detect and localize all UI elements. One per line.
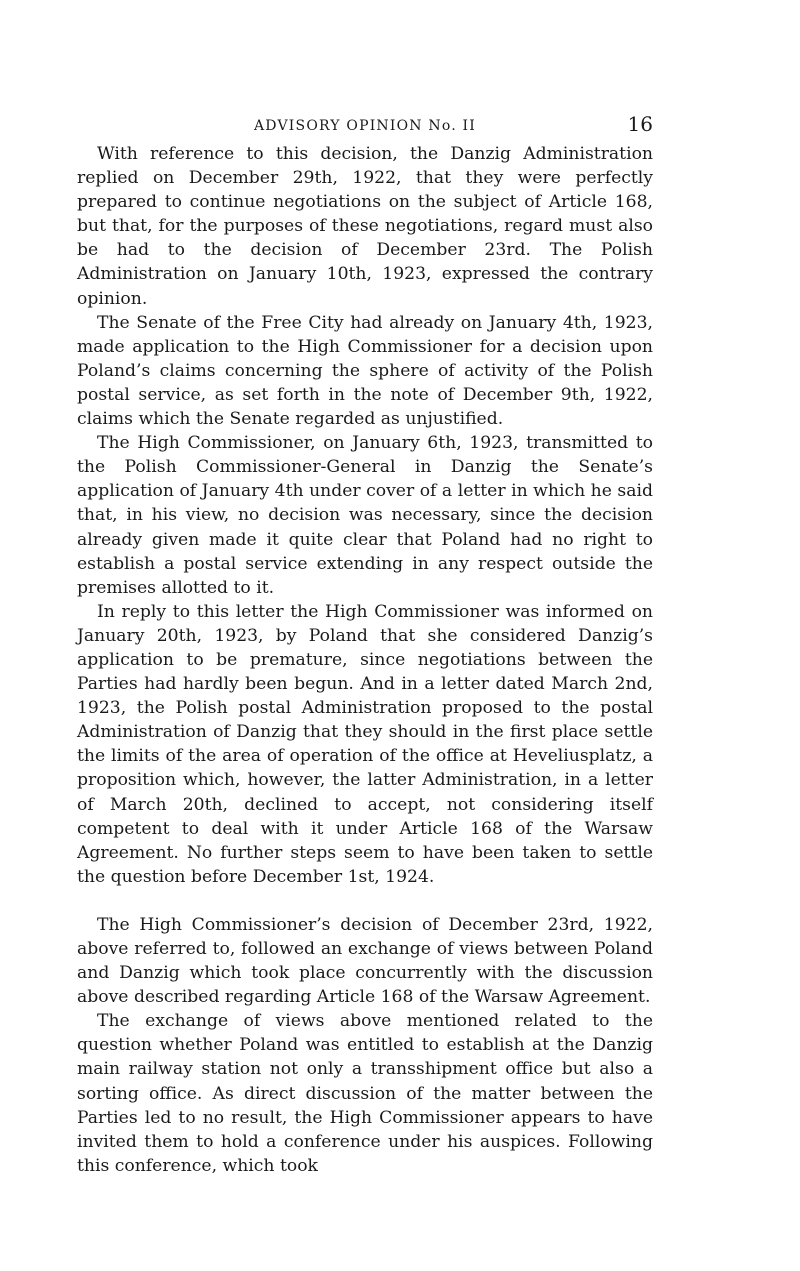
paragraph-6: The exchange of views above mentioned related to the question whether Poland was entitled to establish at the Danzig main railway station not only a transshipment office but also a sorting office. As direct discussion of the matter between the Parties led to no result, the High Commissioner appears to have invited them to hold a conference under his auspices. Following this conference, which took (77, 1011, 653, 1176)
paragraph-3: The High Commissioner, on January 6th, 1923, transmitted to the Polish Commissioner-General in Danzig the Senate’s application of January 4th under cover of a letter in which he said that, in his view, no decision was necessary, since the decision already given made it quite clear that Poland had no right to establish a postal service extending in any respect outside the premises allotted to it. (77, 433, 653, 598)
running-title: ADVISORY OPINION No. II (254, 118, 476, 134)
page-number: 16 (627, 112, 653, 136)
paragraph-5: The High Commissioner’s decision of December 23rd, 1922, above referred to, followed an exchange of views between Poland and Danzig which took place concurrently with the discussion above described regarding Article 168 of the Warsaw Agreement. (77, 914, 653, 1008)
page-header (77, 112, 653, 142)
paragraph-2: The Senate of the Free City had already on January 4th, 1923, made application to the High Commissioner for a decision upon Poland’s claims concerning the sphere of activity of the Polish postal service, as set forth in the note of December 9th, 1922, claims which the Senate regarded as unjustified. (77, 312, 653, 430)
paragraph-4: In reply to this letter the High Commissioner was informed on January 20th, 1923, by Poland that she considered Danzig’s application to be premature, since negotiations between the Parties had hardly been begun. And in a letter dated March 2nd, 1923, the Polish postal Administration proposed to the postal Administration of Danzig that they should in the first place settle the limits of the area of operation of the office at Heveliusplatz, a proposition which, however, the latter Administration, in a letter of March 20th, declined to accept, not considering itself competent to deal with it under Article 168 of the Warsaw Agreement. No further steps seem to have been taken to settle the question before December 1st, 1924. (77, 601, 653, 887)
body-text (77, 142, 653, 1178)
paragraph-1: With reference to this decision, the Danzig Administration replied on December 29th, 1922, that they were perfectly prepared to continue negotiations on the subject of Article 168, but that, for the purposes of these negotiations, regard must also be had to the decision of December 23rd. The Polish Administration on January 10th, 1923, expressed the contrary opinion. (77, 144, 653, 309)
document-page (77, 112, 653, 1178)
